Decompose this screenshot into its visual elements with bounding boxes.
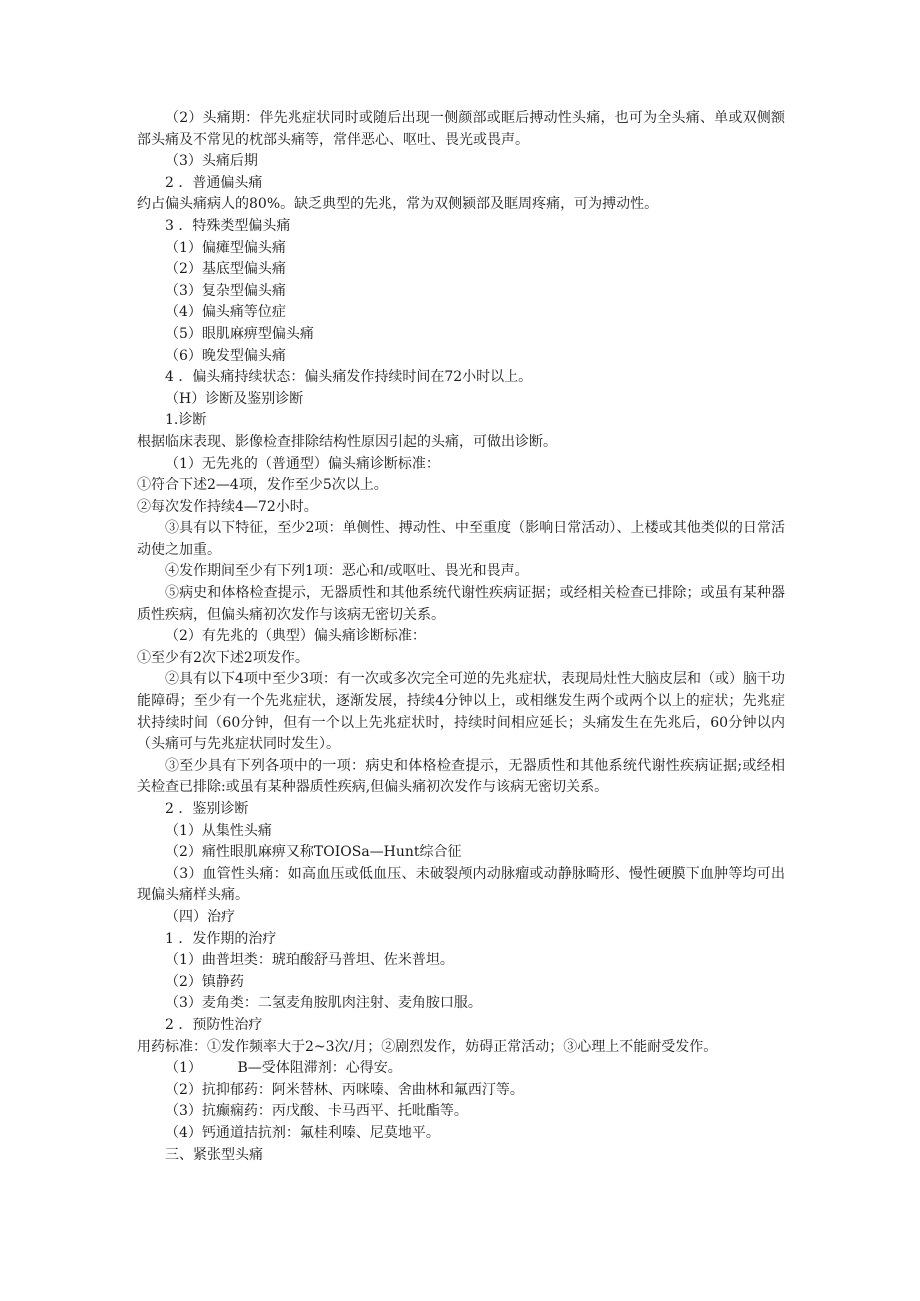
heading-acute-treatment: 1 ．发作期的治疗 xyxy=(165,930,277,947)
list-item: （2）镇静药 xyxy=(165,973,244,990)
paragraph-medication-criteria: 用药标准：①发作频率大于2~3次/月；②剧烈发作，妨碍正常活动；③心理上不能耐受发作。 xyxy=(137,1038,718,1055)
heading-special-types: 3 ．特殊类型偏头痛 xyxy=(165,217,291,234)
list-item: （1） B—受体阻滞剂：心得安。 xyxy=(165,1060,402,1077)
list-item: ①符合下述2—4项，发作至少5次以上。 xyxy=(137,477,388,494)
list-item: （2）抗抑郁药：阿米替林、丙咪嗪、舍曲林和氟西汀等。 xyxy=(165,1081,524,1098)
paragraph-diagnosis: 根据临床表现、影像检查排除结构性原因引起的头痛，可做出诊断。 xyxy=(137,433,557,450)
list-item: ④发作期间至少有下列1项：恶心和/或呕吐、畏光和畏声。 xyxy=(165,563,529,580)
heading-preventive-treatment: 2 ．预防性治疗 xyxy=(165,1016,263,1033)
list-item: （3）抗癫痫药：丙戊酸、卡马西平、托吡酯等。 xyxy=(165,1103,468,1120)
list-item: ②每次发作持续4—72小时。 xyxy=(137,498,318,515)
heading-diagnosis: （H）诊断及鉴别诊断 xyxy=(165,390,304,407)
heading-post-headache: （3）头痛后期 xyxy=(165,153,258,170)
list-item: （3）血管性头痛：如高血压或低血压、未破裂颅内动脉瘤或动静脉畸形、慢性硬膜下血肿等均可出现偏头痛样头痛。 xyxy=(137,865,785,904)
paragraph-headache-phase: （2）头痛期：伴先兆症状同时或随后出现一侧颜部或眶后搏动性头痛，也可为全头痛、单或双侧额部头痛及不常见的枕部头痛等，常伴恶心、呕吐、畏光或畏声。 xyxy=(137,110,785,148)
document-body xyxy=(137,108,785,1166)
list-item: （2）基底型偏头痛 xyxy=(165,261,286,278)
heading-status-migrainosus: 4 ．偏头痛持续状态：偏头痛发作持续时间在72小时以上。 xyxy=(165,369,533,386)
list-item: ③具有以下特征，至少2项：单侧性、搏动性、中至重度（影响日常活动）、上楼或其他类似的日常活动使之加重。 xyxy=(137,520,785,558)
heading-tension-headache: 三、紧张型头痛 xyxy=(165,1146,263,1163)
heading-treatment: （四）治疗 xyxy=(165,908,235,925)
list-item: （4）钙通道拮抗剂：氟桂利嗪、尼莫地平。 xyxy=(165,1124,440,1141)
list-item: ②具有以下4项中至少3项：有一次或多次完全可逆的先兆症状，表现局灶性大脑皮层和（或）脑干功能障碍；至少有一个先兆症状，逐渐发展，持续4分钟以上，或相继发生两个或两个以上的症状；先兆症状持续时间（60分钟，但有一个以上先兆症状时，持续时间相应延长；头痛发生在先兆后，60分钟以内（头痛可与先兆症状同时发生）。 xyxy=(137,671,785,753)
list-item: ⑤病史和体格检查提示，无器质性和其他系统代谢性疾病证据；或经相关检查已排除；或虽有某种器质性疾病，但偏头痛初次发作与该病无密切关系。 xyxy=(137,585,785,623)
list-item: （3）复杂型偏头痛 xyxy=(165,282,286,299)
heading-aura-criteria: （2）有先兆的（典型）偏头痛诊断标准： xyxy=(165,628,426,645)
list-item: ③至少具有下列各项中的一项：病史和体格检查提示，无器质性和其他系统代谢性疾病证据;或经相关检查已排除:或虽有某种器质性疾病,但偏头痛初次发作与该病无密切关系。 xyxy=(137,757,785,796)
list-item: ①至少有2次下述2项发作。 xyxy=(137,649,309,666)
list-item: （6）晚发型偏头痛 xyxy=(165,347,286,364)
heading-common-migraine: 2 ．普通偏头痛 xyxy=(165,174,263,191)
list-item: （2）痛性眼肌麻痹又称TOIOSa—Hunt综合征 xyxy=(165,844,462,861)
list-item: （4）偏头痛等位症 xyxy=(165,304,286,321)
list-item: （1）从集性头痛 xyxy=(165,822,272,839)
list-item: （1）曲普坦类：琥珀酸舒马普坦、佐米普坦。 xyxy=(165,952,454,969)
heading-differential: 2 ．鉴别诊断 xyxy=(165,801,249,817)
list-item: （3）麦角类：二氢麦角胺肌肉注射、麦角胺口服。 xyxy=(165,995,482,1012)
heading-diagnosis-sub: 1.诊断 xyxy=(165,412,207,429)
list-item: （1）偏瘫型偏头痛 xyxy=(165,239,286,256)
list-item: （5）眼肌麻痹型偏头痛 xyxy=(165,325,314,342)
heading-no-aura-criteria: （1）无先兆的（普通型）偏头痛诊断标准： xyxy=(165,455,440,472)
paragraph-common-migraine: 约占偏头痛病人的80%。缺乏典型的先兆，常为双侧颍部及眶周疼痛，可为搏动性。 xyxy=(137,196,659,213)
